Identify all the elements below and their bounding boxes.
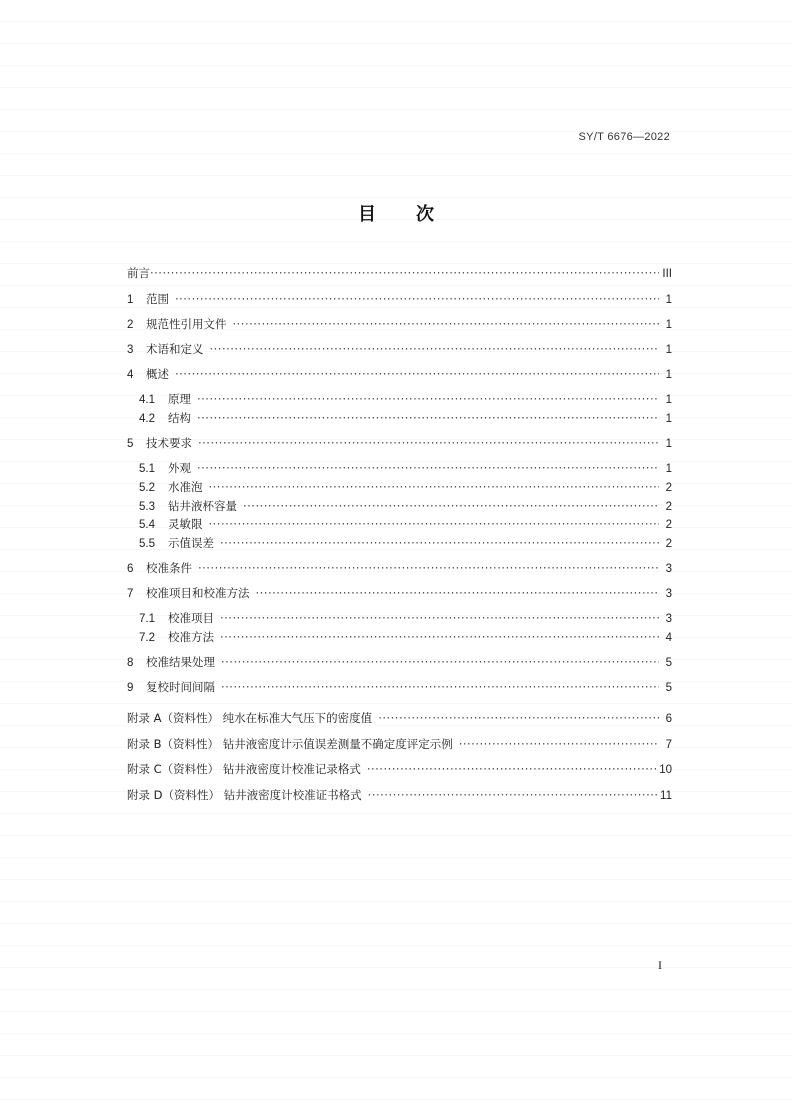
dot-leader: [221, 653, 659, 671]
toc-entry-label: 校准条件: [146, 561, 192, 575]
toc-entry-4-1[interactable]: [127, 390, 672, 408]
dot-leader: [150, 264, 659, 282]
toc-entry-page: 2: [665, 501, 672, 513]
toc-entry-label: 复校时间间隔: [146, 680, 215, 694]
toc-entry-page: 1: [665, 438, 672, 450]
toc-entry-8[interactable]: [127, 653, 672, 671]
toc-entry-9[interactable]: [127, 678, 672, 696]
toc-entry-6[interactable]: [127, 559, 672, 577]
toc-entry-appendix-b[interactable]: [127, 735, 672, 753]
toc-entry-3[interactable]: [127, 340, 672, 358]
toc-entry-appendix-a[interactable]: [127, 709, 672, 727]
toc-entry-label: 灵敏限: [168, 517, 203, 531]
dot-leader: [175, 365, 659, 383]
toc-entry-2[interactable]: [127, 315, 672, 333]
toc-entry-page: 2: [665, 482, 672, 494]
toc-entry-label: 原理: [168, 392, 191, 406]
toc-entry-number: 5.3: [139, 501, 155, 513]
toc-entry-number: 3: [127, 344, 134, 356]
toc-entry-appendix-c[interactable]: [127, 760, 672, 778]
toc-entry-page: 1: [665, 394, 672, 406]
document-code: SY/T 6676—2022: [578, 131, 670, 143]
toc-entry-5-4[interactable]: [127, 515, 672, 533]
dot-leader: [197, 390, 659, 408]
toc-entry-page: 2: [665, 538, 672, 550]
toc-entry-number: 9: [127, 682, 134, 694]
dot-leader: [221, 678, 659, 696]
toc-entry-label: 规范性引用文件: [146, 317, 227, 331]
dot-leader: [220, 628, 659, 646]
toc-entry-page: 5: [665, 682, 672, 694]
toc-entry-number: 5: [127, 438, 134, 450]
dot-leader: [243, 497, 659, 515]
toc-entry-page: 1: [665, 463, 672, 475]
toc-entry-5-2[interactable]: [127, 478, 672, 496]
toc-entry-5-5[interactable]: [127, 534, 672, 552]
toc-entry-label: 前言: [127, 266, 150, 280]
toc-entry-number: 8: [127, 657, 134, 669]
toc-entry-7-1[interactable]: [127, 609, 672, 627]
toc-entry-label: 校准结果处理: [146, 655, 215, 669]
dot-leader: [198, 559, 659, 577]
dot-leader: [220, 534, 659, 552]
toc-title-char-1: 目: [358, 204, 376, 225]
dot-leader: [197, 459, 659, 477]
toc-entry-number: 4.1: [139, 394, 155, 406]
toc-entry-4-2[interactable]: [127, 409, 672, 427]
toc-entry-page: 1: [665, 413, 672, 425]
toc-entry-4[interactable]: [127, 365, 672, 383]
dot-leader: [220, 609, 659, 627]
toc-entry-number: 5.4: [139, 519, 155, 531]
toc-entry-number: 7.2: [139, 632, 155, 644]
toc-entry-number: 2: [127, 319, 134, 331]
dot-leader: [210, 340, 660, 358]
toc-entry-page: 1: [665, 369, 672, 381]
dot-leader: [197, 409, 659, 427]
toc-entry-page: III: [662, 268, 672, 280]
toc-entry-number: 5.5: [139, 538, 155, 550]
toc-entry-label: 钻井液杯容量: [168, 499, 237, 513]
toc-entry-label: 校准项目: [168, 611, 214, 625]
toc-entry-page: 5: [665, 657, 672, 669]
toc-entry-page: 3: [665, 563, 672, 575]
toc-title-char-2: 次: [416, 204, 434, 225]
toc-entry-5[interactable]: [127, 434, 672, 452]
toc-title: [0, 200, 792, 226]
toc-entry-7-2[interactable]: [127, 628, 672, 646]
toc-entry-label: 校准方法: [168, 630, 214, 644]
toc-entry-label: 外观: [168, 461, 191, 475]
toc-entry-label: 水准泡: [168, 480, 203, 494]
toc-entry-label: 术语和定义: [146, 342, 204, 356]
page-number: I: [658, 958, 662, 972]
toc-entry-label: 附录 B（资料性） 钻井液密度计示值误差测量不确定度评定示例: [127, 737, 453, 751]
toc-entry-label: 技术要求: [146, 436, 192, 450]
toc-entry-page: 6: [665, 713, 672, 725]
toc-entry-label: 附录 C（资料性） 钻井液密度计校准记录格式: [127, 762, 361, 776]
toc-entry-label: 概述: [146, 367, 169, 381]
dot-leader: [209, 478, 660, 496]
toc-entry-page: 2: [665, 519, 672, 531]
toc-entry-number: 7: [127, 588, 134, 600]
toc-entry-7[interactable]: [127, 584, 672, 602]
toc-entry-number: 4.2: [139, 413, 155, 425]
toc-entry-number: 5.2: [139, 482, 155, 494]
toc-entry-label: 结构: [168, 411, 191, 425]
toc-entry-page: 11: [660, 790, 672, 802]
dot-leader: [378, 709, 659, 727]
toc-entry-label: 附录 A（资料性） 纯水在标准大气压下的密度值: [127, 711, 373, 725]
dot-leader: [459, 735, 659, 753]
toc-entry-page: 7: [665, 739, 672, 751]
toc-entry-number: 4: [127, 369, 134, 381]
dot-leader: [209, 515, 660, 533]
toc-entry-label: 附录 D（资料性） 钻井液密度计校准证书格式: [127, 788, 362, 802]
dot-leader: [233, 315, 660, 333]
toc-entry-appendix-d[interactable]: [127, 786, 672, 804]
toc-entry-number: 1: [127, 294, 134, 306]
toc-entry-1[interactable]: [127, 290, 672, 308]
toc-entry-label: 校准项目和校准方法: [146, 586, 250, 600]
toc-entry-page: 3: [665, 613, 672, 625]
toc-entry-5-1[interactable]: [127, 459, 672, 477]
toc-entry-foreword[interactable]: [127, 264, 672, 282]
toc-entry-label: 范围: [146, 292, 169, 306]
dot-leader: [368, 786, 657, 804]
toc-entry-label: 示值误差: [168, 536, 214, 550]
toc-entry-page: 1: [665, 344, 672, 356]
toc-entry-page: 1: [665, 294, 672, 306]
toc-entry-page: 4: [665, 632, 672, 644]
toc-entry-5-3[interactable]: [127, 497, 672, 515]
toc-entry-page: 3: [665, 588, 672, 600]
dot-leader: [367, 760, 656, 778]
toc-entry-page: 1: [665, 319, 672, 331]
dot-leader: [175, 290, 659, 308]
toc-entry-page: 10: [659, 764, 672, 776]
toc-entry-number: 7.1: [139, 613, 155, 625]
dot-leader: [256, 584, 660, 602]
toc-entry-number: 5.1: [139, 463, 155, 475]
dot-leader: [198, 434, 659, 452]
toc-entry-number: 6: [127, 563, 134, 575]
